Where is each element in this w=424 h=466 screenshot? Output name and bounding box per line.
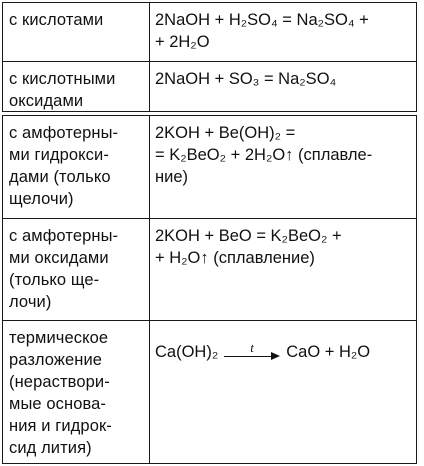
row-reaction: 2KOH + BeO = K₂BeO₂ + + H₂O↑ (сплавление): [155, 227, 342, 267]
row-reaction: 2NaOH + H₂SO₄ = Na₂SO₄ + + 2H₂O: [155, 11, 369, 51]
row-reaction: [155, 341, 415, 363]
row-label: термическое разложение (нераствори- мые основа- ния и гидрок- сид лития): [9, 329, 112, 457]
table-row: [3, 3, 416, 61]
table-row: [3, 116, 416, 218]
row-reaction: 2NaOH + SO₃ = Na₂SO₄: [155, 70, 337, 88]
row-label: с кислотами: [9, 11, 104, 29]
table-row: [3, 320, 416, 466]
row-label: с амфотерны- ми оксидами (только ще- лочи): [9, 227, 119, 311]
table-row: [3, 61, 416, 114]
row-label: с кислотными оксидами: [9, 70, 116, 110]
table-row: [3, 218, 416, 321]
decomposition-equation: [155, 341, 415, 363]
table-block-bottom: [2, 115, 417, 464]
row-label: с амфотерны- ми гидрокси- дами (только щелочи): [9, 124, 119, 208]
row-reaction: 2KOH + Be(OH)₂ = = K₂BeO₂ + 2H₂O↑ (сплавле- ние): [155, 124, 373, 186]
reactant: Ca(OH)₂: [155, 343, 219, 361]
reaction-arrow-icon: [224, 341, 280, 363]
heating-condition: t: [250, 340, 254, 355]
table-block-top: [2, 2, 417, 112]
products: CaO + H₂O: [286, 343, 371, 361]
